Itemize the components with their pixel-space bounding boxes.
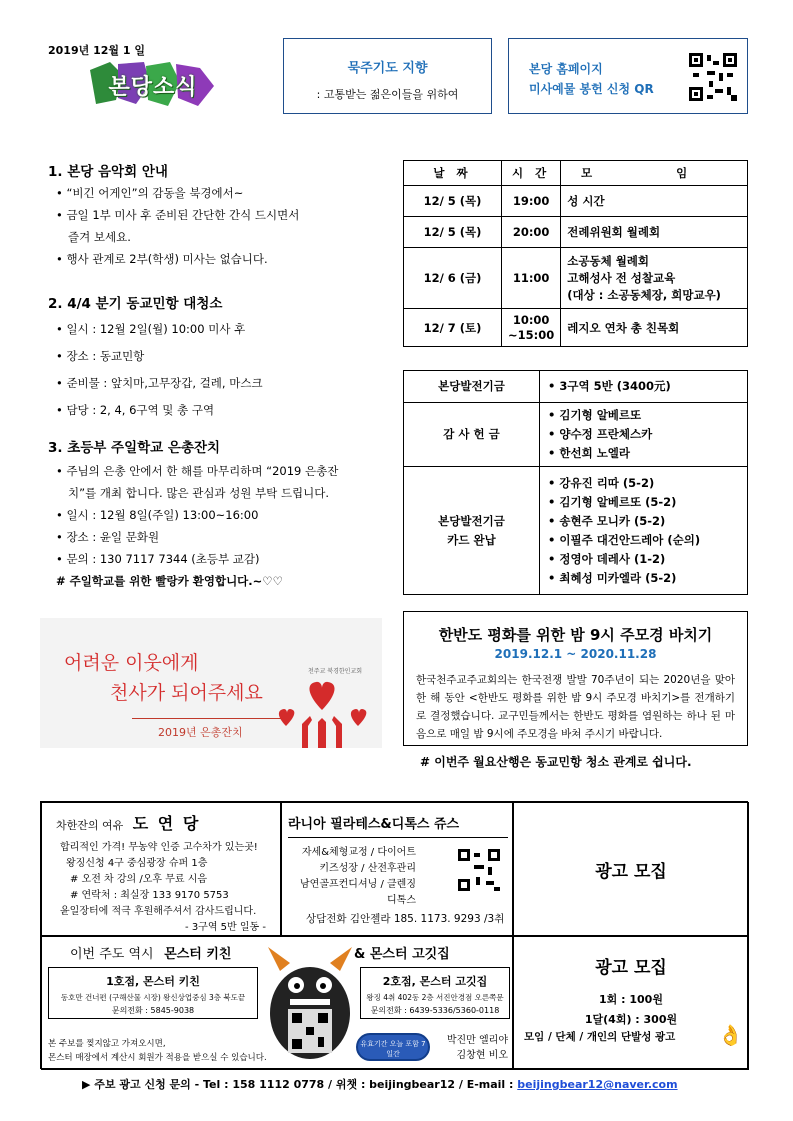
list-item: • 장소 : 동교민항 [56,343,378,370]
table-row [404,467,748,595]
discount-note: 몬스터 매장에서 계산시 회원가 적용을 받으실 수 있습니다. [48,1053,267,1063]
table-row [404,371,748,403]
ad-recruit-desc: 모임 / 단체 / 개인의 단발성 광고 [524,1031,676,1043]
donor-name: • 김기형 알베르또 (5-2) [548,493,739,512]
ad-recruit-title: 광고 모집 [595,958,667,978]
schedule-table [403,160,748,347]
homepage-label: 본당 홈페이지 [529,62,603,76]
monster-mascot-icon [260,941,360,1069]
schedule-date: 12/ 7 (토) [404,309,502,347]
list-item: • 주님의 은총 안에서 한 해를 마무리하며 “2019 은총잔 [56,460,388,482]
validity-badge: 유효기간 오늘 포함 7일간 [356,1033,430,1061]
donation-label: 감 사 헌 금 [404,403,540,467]
ads-section [40,801,748,1069]
schedule-event: 전례위원회 월례회 [561,217,748,248]
ad-price-once: 1회 : 100원 [599,993,663,1006]
homepage-qr-code[interactable] [689,53,737,101]
schedule-time [502,309,561,347]
section-cleanup [48,292,378,424]
table-row [404,309,748,347]
footer-contact [82,1076,678,1092]
discount-note: 본 주보를 찢지않고 가져오시면, [48,1039,166,1049]
list-item: • 일시 : 12월 2일(월) 10:00 미사 후 [56,316,378,343]
list-item: • 금일 1부 미사 후 준비된 간단한 간식 드시면서 [56,204,378,226]
schedule-date: 12/ 5 (목) [404,186,502,217]
table-row [404,403,748,467]
ad-line: 남연골프컨디셔닝 / 클렌징 디톡스 [300,879,416,906]
donor-name: • 한선희 노엘라 [548,444,739,463]
schedule-time-start: 10:00 [512,312,550,327]
charity-line2: 천사가 되어주세요 [110,682,263,704]
donor-list [540,403,748,467]
ad-line: - 3구역 5반 일동 - [185,922,266,933]
schedule-header-time: 시 간 [502,161,561,186]
ad-headline: & 몬스터 고깃집 [354,947,450,962]
store2-phone: 문의전화 : 6439-5336/5360-0118 [370,1006,500,1015]
schedule-header-date: 날 짜 [404,161,502,186]
donor-list [540,467,748,595]
donation-label-line: 본당발전기금 [438,513,505,528]
ad-line: 왕징신청 4구 중심광장 슈퍼 1층 [66,858,208,869]
logo-text: 본당소식 [108,74,198,100]
peace-prayer-dates: 2019.12.1 ~ 2020.11.28 [494,647,657,661]
peace-prayer-body: 한국천주교주교회의는 한국전쟁 발발 70주년이 되는 2020년을 맞아 한 해 동안 <한반도 평화를 위한 밤 9시 주모경 바치기>를 전개하기로 결정했습니다. 교구민들께서는 한반도 평화를 염원하는 하나 된 마음으로 매일 밤 9시에 주모경을 바쳐 주시기 바랍니다. [416,674,735,740]
schedule-event: 성 시간 [561,186,748,217]
donor-name: • 3구역 5반 (3400元) [540,371,748,403]
schedule-date: 12/ 5 (목) [404,217,502,248]
list-item: • “비긴 어게인”의 감동을 북경에서~ [56,182,378,204]
donation-table [403,370,748,595]
schedule-time: 19:00 [502,186,561,217]
donor-name: • 정영아 데레사 (1-2) [548,550,739,569]
table-row [404,186,748,217]
ad-line: 윤일장터에 적극 후원해주셔서 감사드립니다. [60,906,257,917]
list-item: 즐겨 보세요. [68,230,131,244]
store1-name: 1호점, 몬스터 키친 [106,975,200,988]
schedule-event-line: 소공동체 월례회 [567,253,650,268]
ad-title: 라니아 필라테스&디톡스 쥬스 [288,817,460,832]
ad-line: 합리적인 가격! 무농약 인증 고수차가 있는곳! [60,842,258,853]
ad-doyeondang [41,802,281,936]
charity-line1: 어려운 이웃에게 [64,652,199,674]
hiking-notice: # 이번주 월요산행은 동교민항 청소 관계로 쉽니다. [420,755,692,769]
list-item: • 담당 : 2, 4, 6구역 및 총 구역 [56,397,378,424]
ad-slot-pricing [513,936,749,1070]
peace-prayer-box [403,611,748,746]
ad-price-month: 1달(4회) : 300원 [584,1013,678,1026]
donor-name: • 송현주 모니카 (5-2) [548,512,739,531]
section-title: 1. 본당 음악회 안내 [48,164,168,180]
schedule-event-line: 고해성사 전 성찰교육 [567,270,676,285]
schedule-event: 레지오 연차 총 친목회 [561,309,748,347]
list-item: • 준비물 : 앞치마,고무장갑, 걸레, 마스크 [56,370,378,397]
issue-date: 2019년 12월 1 일 [48,44,145,57]
donation-label [404,467,540,595]
donation-label-line: 카드 완납 [447,532,496,547]
ad-slot-recruit [513,802,749,936]
table-row [404,248,748,309]
ad-store-name: 도 연 당 [132,814,201,833]
ad-contact: 상담전화 김안젤라 185. 1173. 9293 /3취 [306,913,505,925]
section-sunday-school [48,436,388,592]
schedule-time: 11:00 [502,248,561,309]
store1-box [48,967,258,1019]
ad-monster-kitchen [41,936,513,1070]
ad-line: # 연락처 : 최실장 133 9170 5753 [70,890,229,901]
list-item: • 행사 관계로 2부(학생) 미사는 없습니다. [56,248,378,270]
homepage-qr-box [508,38,748,114]
hearts-hands-icon [266,676,378,748]
schedule-time: 20:00 [502,217,561,248]
schedule-time-end: ~15:00 [508,327,555,342]
store2-address: 왕징 4취 402동 2층 서진안경점 오른쪽문 [366,993,504,1002]
donor-name: • 강유진 리따 (5-2) [548,474,739,493]
list-item: • 장소 : 윤일 문화원 [56,526,388,548]
ad-line: 키즈성장 / 산전후관리 [319,863,416,874]
rosary-intention-title: 묵주기도 지향 [347,61,428,76]
donor-name: • 최혜성 미카엘라 (5-2) [548,569,739,588]
section-title: 2. 4/4 분기 동교민항 대청소 [48,296,223,312]
pilates-qr-code[interactable] [458,849,500,891]
donation-label: 본당발전기금 [404,371,540,403]
store2-name: 2호점, 몬스터 고깃집 [382,975,488,988]
donor-name: • 김기형 알베르또 [548,406,739,425]
schedule-event-line: (대상 : 소공동체장, 희망교우) [567,287,721,302]
rosary-intention-text: : 고통받는 젊은이들을 위하여 [316,88,459,101]
ad-divider [288,837,508,838]
owner-name: 박진만 엘리야 [446,1035,508,1046]
charity-banner [40,618,382,748]
ad-prefix: 차한잔의 여유 [56,819,124,832]
section-title: 3. 초등부 주일학교 은총잔치 [48,440,221,456]
charity-year: 2019년 은총잔치 [158,726,243,739]
parish-news-logo [88,60,218,110]
list-item: 치”를 개최 합니다. 많은 관심과 성원 부탁 드립니다. [68,486,330,500]
list-item: # 주일학교를 위한 빨랑카 환영합니다.~♡♡ [56,574,283,588]
ad-pilates [281,802,513,936]
peace-prayer-title: 한반도 평화를 위한 밤 9시 주모경 바치기 [438,626,713,644]
store1-phone: 문의전화 : 5845-9038 [111,1006,195,1015]
mass-offering-label: 미사예물 봉헌 신청 QR [529,82,654,96]
list-item: • 일시 : 12월 8일(주일) 13:00~16:00 [56,504,388,526]
ad-line: 자세&체형교정 / 다이어트 [301,847,416,858]
ad-line: # 오전 차 강의 /오후 무료 시음 [70,874,208,885]
rosary-intention-box [283,38,492,114]
footer-text: ▶ 주보 광고 신청 문의 - Tel : 158 1112 0778 / 위챗 : beijingbear12 / E-mail : [82,1078,518,1091]
footer-email-link[interactable]: beijingbear12@naver.com [517,1078,678,1091]
store1-address: 동호만 건너편 (구해산물 시장) 왕신상업중심 3층 북도끝 [60,993,246,1002]
owner-name: 김창현 비오 [456,1050,508,1061]
ad-headline: 이번 주도 역시 [70,947,154,962]
section-concert [48,160,378,270]
schedule-date: 12/ 6 (금) [404,248,502,309]
ad-headline: 몬스터 키친 [164,947,232,962]
store2-box [360,967,510,1019]
schedule-event [561,248,748,309]
donor-name: • 양수정 프란체스카 [548,425,739,444]
ok-hand-icon: 👌 [718,1023,743,1047]
schedule-header-event: 모 임 [561,161,748,186]
list-item: • 문의 : 130 7117 7344 (초등부 교감) [56,548,388,570]
charity-org: 천주교 북경한인교회 [308,668,363,675]
donor-name: • 이필주 대건안드레아 (순의) [548,531,739,550]
ad-recruit-text: 광고 모집 [595,861,667,882]
table-row [404,217,748,248]
